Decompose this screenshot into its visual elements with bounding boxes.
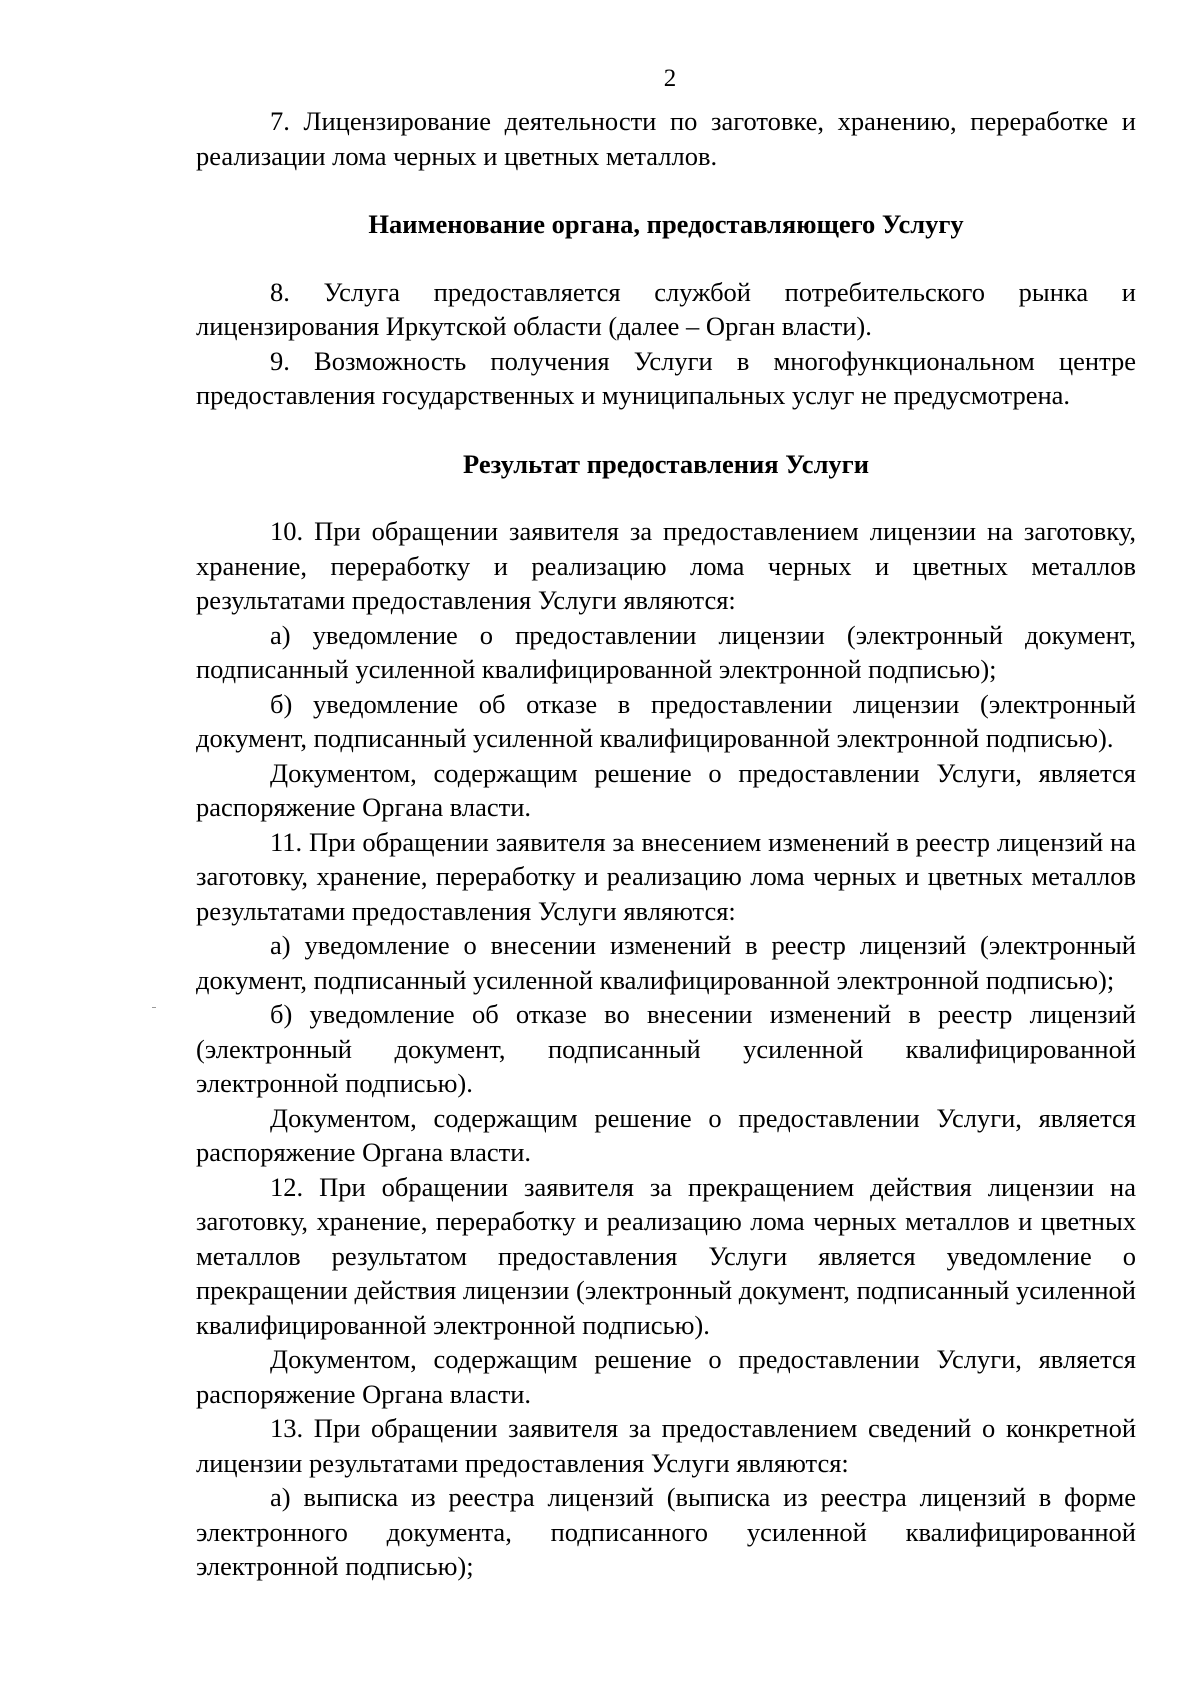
paragraph-12-decision: Документом, содержащим решение о предоставлении Услуги, является распоряжение Органа власти. <box>196 1344 1136 1409</box>
paragraph-10: 10. При обращении заявителя за предоставлением лицензии на заготовку, хранение, переработку и реализацию лома черных и цветных металлов результатами предоставления Услуги являются: <box>196 516 1136 615</box>
paragraph-9: 9. Возможность получения Услуги в многофункциональном центре предоставления государственных и муниципальных услуг не предусмотрена. <box>196 345 1136 410</box>
paragraph-11-decision: Документом, содержащим решение о предоставлении Услуги, является распоряжение Органа власти. <box>196 1102 1136 1167</box>
spacer <box>196 413 1136 447</box>
section-heading-authority: Наименование органа, предоставляющего Услугу <box>368 209 964 239</box>
spacer <box>196 481 1136 514</box>
paragraph-8: 8. Услуга предоставляется службой потребительского рынка и лицензирования Иркутской области (далее – Орган власти). <box>196 276 1136 341</box>
paragraph-11-b: б) уведомление об отказе во внесении изменений в реестр лицензий (электронный документ, подписанный усиленной квалифицированной электронной подписью). <box>196 999 1136 1098</box>
paragraph-11-a: а) уведомление о внесении изменений в реестр лицензий (электронный документ, подписанный усиленной квалифицированной электронной подписью); <box>196 930 1136 995</box>
document-body <box>196 104 1136 1584</box>
paragraph-10-decision: Документом, содержащим решение о предоставлении Услуги, является распоряжение Органа власти. <box>196 757 1136 822</box>
paragraph-10-a: а) уведомление о предоставлении лицензии (электронный документ, подписанный усиленной квалифицированной электронной подписью); <box>196 619 1136 684</box>
paragraph-11: 11. При обращении заявителя за внесением изменений в реестр лицензий на заготовку, хранение, переработку и реализацию лома черных и цветных металлов результатами предоставления Услуги являются: <box>196 826 1136 926</box>
paragraph-10-b: б) уведомление об отказе в предоставлении лицензии (электронный документ, подписанный усиленной квалифицированной электронной подписью). <box>196 688 1136 753</box>
paragraph-7: 7. Лицензирование деятельности по заготовке, хранению, переработке и реализации лома черных и цветных металлов. <box>196 106 1136 171</box>
spacer <box>196 173 1136 207</box>
paragraph-13: 13. При обращении заявителя за предоставлением сведений о конкретной лицензии результатами предоставления Услуги являются: <box>196 1413 1136 1478</box>
spacer <box>196 242 1136 275</box>
paragraph-12: 12. При обращении заявителя за прекращением действия лицензии на заготовку, хранение, переработку и реализацию лома черных металлов и цветных металлов результатом предоставления Услуги является уведомление о прекращении действия лицензии (электронный документ, подписанный усиленной квалифицированной электронной подписью). <box>196 1171 1136 1340</box>
section-heading-result: Результат предоставления Услуги <box>463 448 869 479</box>
scan-artifact <box>152 1007 156 1008</box>
page-number: 2 <box>663 65 677 92</box>
paragraph-13-a: а) выписка из реестра лицензий (выписка из реестра лицензий в форме электронного документа, подписанного усиленной квалифицированной электронной подписью); <box>196 1482 1136 1581</box>
